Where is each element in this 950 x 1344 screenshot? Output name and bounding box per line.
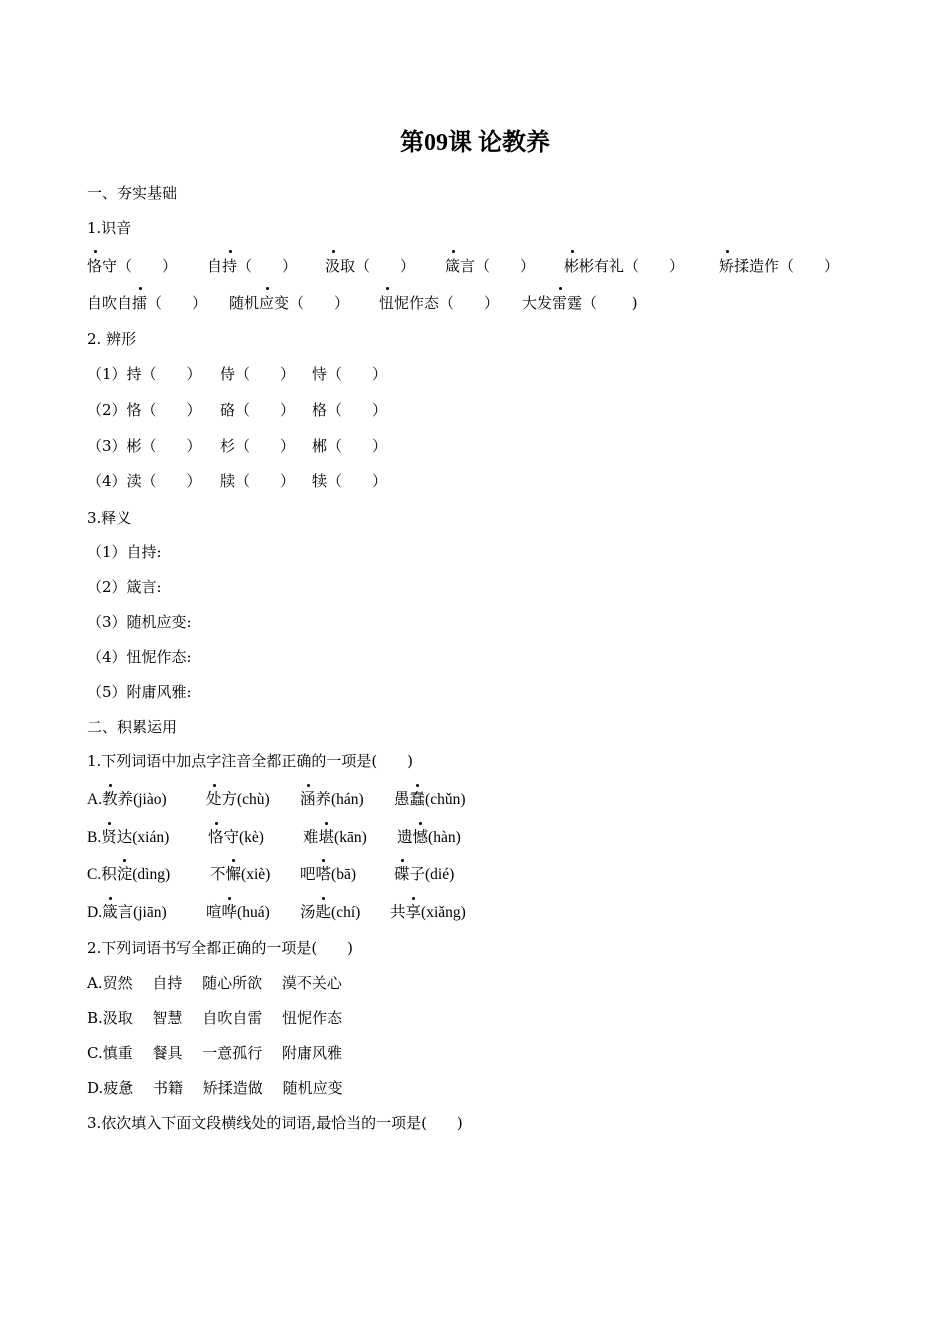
- q2-cell: 郴（ ）: [312, 437, 388, 455]
- q2-cell: 犊（ ）: [312, 472, 388, 490]
- mc1-option: A.教养(jiào): [87, 791, 167, 808]
- mc1-option: D.箴言(jiān): [87, 904, 167, 921]
- mc1-option: 汤匙(chí): [300, 904, 361, 921]
- q2-cell: 格（ ）: [312, 401, 388, 419]
- q1-row1-item: 恪守（ ）: [87, 257, 178, 275]
- q1-row2-item: 忸怩作态（ ）: [379, 294, 500, 312]
- mc1-option: 吧嗒(bā): [300, 866, 356, 883]
- mc1-option: 处方(chù): [206, 791, 270, 808]
- q2-cell: （1）持（ ）: [87, 365, 202, 383]
- q1-row1-item: 彬彬有礼（ ）: [564, 257, 685, 275]
- page-title: 第09课 论教养: [400, 130, 550, 156]
- q1-row1-item: 自持（ ）: [207, 257, 298, 275]
- q3-item: （5）附庸风雅:: [87, 683, 192, 701]
- q2-cell: （2）恪（ ）: [87, 401, 202, 419]
- q2-cell: 侍（ ）: [220, 365, 296, 383]
- mc2-option: D.疲惫 书籍 矫揉造做 随机应变: [87, 1079, 343, 1097]
- q3-label: 3.释义: [87, 509, 132, 527]
- q1-row1-item: 汲取（ ）: [325, 257, 416, 275]
- q1-row2-item: 自吹自擂（ ）: [87, 294, 208, 312]
- mc1-option: 难堪(kān): [303, 829, 367, 846]
- section2-heading: 二、积累运用: [87, 718, 178, 736]
- q3-item: （4）忸怩作态:: [87, 648, 192, 666]
- section1-heading: 一、夯实基础: [87, 184, 178, 202]
- q1-row2-item: 随机应变（ ）: [229, 294, 350, 312]
- mc1-option: 涵养(hán): [300, 791, 364, 808]
- mc1-option: 愚蠢(chǔn): [394, 791, 466, 808]
- q2-cell: 牍（ ）: [220, 472, 296, 490]
- q2-cell: 硌（ ）: [220, 401, 296, 419]
- q1-row1-item: 矫揉造作（ ）: [719, 257, 840, 275]
- q2-cell: （4）渎（ ）: [87, 472, 202, 490]
- mc1-option: 共享(xiǎng): [390, 904, 466, 921]
- mc1-option: 碟子(dié): [394, 866, 455, 883]
- q2-cell: （3）彬（ ）: [87, 437, 202, 455]
- mc2-option: B.汲取 智慧 自吹自雷 忸怩作态: [87, 1009, 343, 1027]
- mc2-option: A.贸然 自持 随心所欲 漠不关心: [87, 974, 342, 992]
- mc2-option: C.慎重 餐具 一意孤行 附庸风雅: [87, 1044, 343, 1062]
- q2-label: 2. 辨形: [87, 330, 137, 348]
- q3-item: （2）箴言:: [87, 578, 162, 596]
- mc1-stem: 1.下列词语中加点字注音全都正确的一项是( ): [87, 752, 414, 770]
- q3-item: （1）自持:: [87, 543, 162, 561]
- q1-row1-item: 箴言（ ）: [445, 257, 536, 275]
- mc1-option: 遗憾(hàn): [397, 829, 461, 846]
- q3-item: （3）随机应变:: [87, 613, 192, 631]
- q2-cell: 杉（ ）: [220, 437, 296, 455]
- q1-label: 1.识音: [87, 219, 132, 237]
- mc1-option: 不懈(xiè): [210, 866, 271, 883]
- q2-cell: 恃（ ）: [312, 365, 388, 383]
- mc3-stem: 3.依次填入下面文段横线处的词语,最恰当的一项是( ): [87, 1114, 463, 1132]
- mc1-option: 恪守(kè): [208, 829, 264, 846]
- mc1-option: C.积淀(dìng): [87, 866, 171, 883]
- mc1-option: 喧哗(huá): [206, 904, 270, 921]
- q1-row2-item: 大发雷霆（ ): [522, 294, 638, 312]
- mc2-stem: 2.下列词语书写全都正确的一项是( ): [87, 939, 354, 957]
- mc1-option: B.贤达(xián): [87, 829, 170, 846]
